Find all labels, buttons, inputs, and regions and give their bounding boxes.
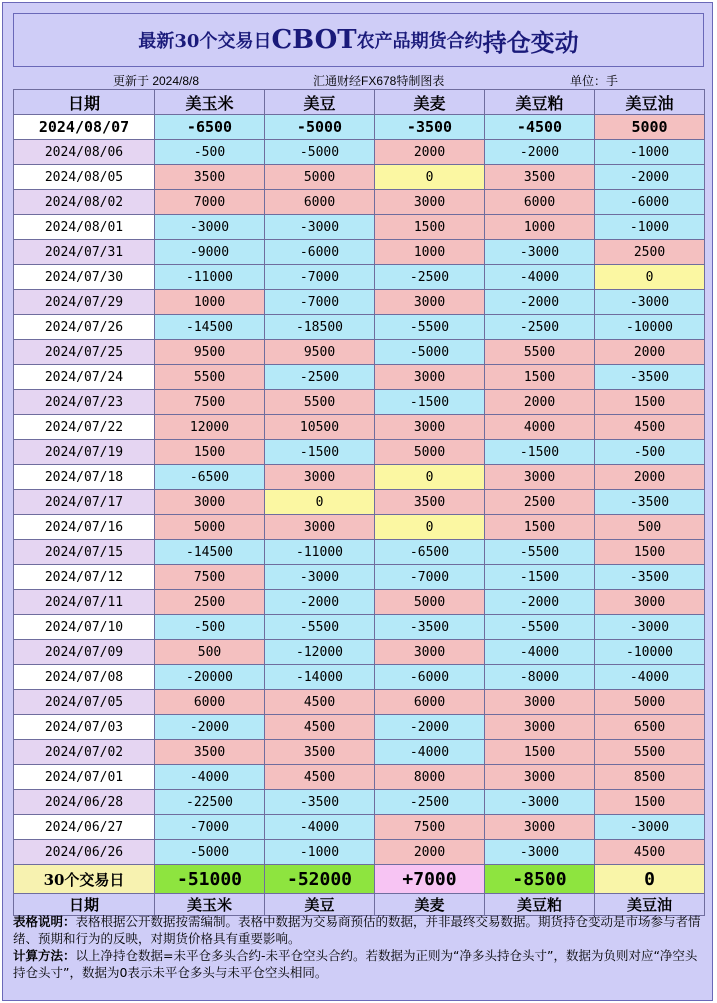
value-cell-soymeal: -5500 <box>485 540 595 565</box>
value-cell-corn: -20000 <box>155 665 265 690</box>
title-prefix: 最新30个交易日 <box>138 31 272 52</box>
date-cell: 2024/07/01 <box>14 765 155 790</box>
value-cell-soybean: 10500 <box>265 415 375 440</box>
value-cell-wheat: 2000 <box>375 840 485 865</box>
value-cell-soyoil: 4500 <box>595 840 705 865</box>
calculation-text: 以上净持仓数据=未平仓多头合约-未平仓空头合约。若数据为正则为“净多头持仓头寸”，数据为负则对应“净空头持仓头寸”，数据为0表示未平仓多头与未平仓空头相同。 <box>13 948 698 980</box>
header-soybean: 美豆 <box>265 90 375 115</box>
value-cell-soybean: -1000 <box>265 840 375 865</box>
value-cell-wheat: -5500 <box>375 315 485 340</box>
value-cell-soymeal: -8000 <box>485 665 595 690</box>
value-cell-soybean: 4500 <box>265 690 375 715</box>
table-description <box>13 913 704 947</box>
table-row <box>14 715 705 740</box>
value-cell-soymeal: -2000 <box>485 590 595 615</box>
value-cell-soyoil: 6500 <box>595 715 705 740</box>
table-row <box>14 490 705 515</box>
value-cell-soymeal: 3000 <box>485 715 595 740</box>
value-cell-wheat: 3000 <box>375 190 485 215</box>
value-cell-wheat: 3000 <box>375 365 485 390</box>
value-cell-soyoil: 2500 <box>595 240 705 265</box>
value-cell-soymeal: 1500 <box>485 740 595 765</box>
value-cell-corn: -500 <box>155 140 265 165</box>
value-cell-soybean: 3500 <box>265 740 375 765</box>
value-cell-soymeal: 3500 <box>485 165 595 190</box>
total-cell-soyoil: 0 <box>595 865 705 894</box>
total-cell-corn: -51000 <box>155 865 265 894</box>
value-cell-soymeal: -4000 <box>485 640 595 665</box>
value-cell-soymeal: 3000 <box>485 465 595 490</box>
table-row <box>14 215 705 240</box>
value-cell-soymeal: -2500 <box>485 315 595 340</box>
total-row <box>14 865 705 894</box>
value-cell-soymeal: -2000 <box>485 140 595 165</box>
value-cell-wheat: 2000 <box>375 140 485 165</box>
value-cell-soybean: -7000 <box>265 290 375 315</box>
date-cell: 2024/07/10 <box>14 615 155 640</box>
value-cell-soyoil: 1500 <box>595 790 705 815</box>
value-cell-soyoil: -3500 <box>595 565 705 590</box>
value-cell-soyoil: -10000 <box>595 640 705 665</box>
date-cell: 2024/07/23 <box>14 390 155 415</box>
value-cell-soymeal: 3000 <box>485 765 595 790</box>
footer-soyoil: 美豆油 <box>595 894 705 916</box>
value-cell-soyoil: -1000 <box>595 140 705 165</box>
value-cell-soyoil: 1500 <box>595 540 705 565</box>
table-row <box>14 415 705 440</box>
value-cell-wheat: 1000 <box>375 240 485 265</box>
description-text: 表格根据公开数据按需编制。表格中数据为交易商预估的数据，并非最终交易数据。期货持仓变动是市场参与者情绪、预期和行为的反映，对期货价格具有重要影响。 <box>13 914 701 946</box>
chart-frame <box>2 2 713 1001</box>
table-row-latest <box>14 115 705 140</box>
value-cell-soyoil: 5000 <box>595 690 705 715</box>
table-row <box>14 840 705 865</box>
meta-bar <box>13 69 704 89</box>
value-cell-soyoil: -500 <box>595 440 705 465</box>
value-cell-wheat: -3500 <box>375 615 485 640</box>
footer-date: 日期 <box>14 894 155 916</box>
table-row <box>14 190 705 215</box>
value-cell-soyoil: 2000 <box>595 465 705 490</box>
table-row <box>14 515 705 540</box>
date-cell: 2024/06/28 <box>14 790 155 815</box>
date-cell: 2024/07/05 <box>14 690 155 715</box>
value-cell-soymeal: -1500 <box>485 565 595 590</box>
value-cell-wheat: -2500 <box>375 790 485 815</box>
notes <box>13 913 704 981</box>
value-cell-soyoil: 0 <box>595 265 705 290</box>
description-label: 表格说明： <box>13 914 76 929</box>
value-cell-soymeal: -5500 <box>485 615 595 640</box>
table-row <box>14 165 705 190</box>
value-cell-corn: 6000 <box>155 690 265 715</box>
value-cell-soybean: -2500 <box>265 365 375 390</box>
value-cell-corn: -6500 <box>155 465 265 490</box>
value-cell-wheat: 0 <box>375 465 485 490</box>
value-cell-wheat: -6000 <box>375 665 485 690</box>
date-cell: 2024/07/15 <box>14 540 155 565</box>
value-cell-soymeal: 1000 <box>485 215 595 240</box>
value-cell-corn: -7000 <box>155 815 265 840</box>
value-cell-wheat: 8000 <box>375 765 485 790</box>
date-cell: 2024/07/12 <box>14 565 155 590</box>
value-cell-soymeal: 1500 <box>485 365 595 390</box>
total-cell-soybean: -52000 <box>265 865 375 894</box>
updated-date: 更新于 2024/8/8 <box>113 74 200 88</box>
value-cell-soybean: -3000 <box>265 565 375 590</box>
value-cell-soybean: -5000 <box>265 115 375 140</box>
value-cell-corn: 5500 <box>155 365 265 390</box>
value-cell-wheat: 3000 <box>375 290 485 315</box>
header-date: 日期 <box>14 90 155 115</box>
source-label: 汇通财经FX678特制图表 <box>313 74 445 88</box>
footer-soybean: 美豆 <box>265 894 375 916</box>
table-row <box>14 290 705 315</box>
title-suffix: 农产品期货合约 <box>356 31 483 52</box>
value-cell-soymeal: 2000 <box>485 390 595 415</box>
value-cell-corn: 3000 <box>155 490 265 515</box>
table-row <box>14 640 705 665</box>
footer-wheat: 美麦 <box>375 894 485 916</box>
value-cell-soyoil: -6000 <box>595 190 705 215</box>
table-row <box>14 540 705 565</box>
value-cell-corn: -3000 <box>155 215 265 240</box>
date-cell: 2024/08/02 <box>14 190 155 215</box>
date-cell: 2024/08/05 <box>14 165 155 190</box>
table-row <box>14 740 705 765</box>
value-cell-wheat: 1500 <box>375 215 485 240</box>
value-cell-soybean: 3000 <box>265 515 375 540</box>
value-cell-soymeal: -4500 <box>485 115 595 140</box>
footer-corn: 美玉米 <box>155 894 265 916</box>
value-cell-soyoil: 5000 <box>595 115 705 140</box>
value-cell-soymeal: 2500 <box>485 490 595 515</box>
header-corn: 美玉米 <box>155 90 265 115</box>
value-cell-soyoil: -3500 <box>595 490 705 515</box>
value-cell-soybean: -1500 <box>265 440 375 465</box>
value-cell-corn: -6500 <box>155 115 265 140</box>
date-cell: 2024/06/26 <box>14 840 155 865</box>
value-cell-soybean: -3000 <box>265 215 375 240</box>
date-cell: 2024/07/17 <box>14 490 155 515</box>
date-cell: 2024/07/02 <box>14 740 155 765</box>
table-row <box>14 315 705 340</box>
value-cell-wheat: -2000 <box>375 715 485 740</box>
value-cell-wheat: -6500 <box>375 540 485 565</box>
table-row <box>14 390 705 415</box>
value-cell-corn: -4000 <box>155 765 265 790</box>
value-cell-wheat: 0 <box>375 515 485 540</box>
value-cell-soymeal: 3000 <box>485 690 595 715</box>
date-cell: 2024/07/30 <box>14 265 155 290</box>
value-cell-wheat: -2500 <box>375 265 485 290</box>
value-cell-wheat: -1500 <box>375 390 485 415</box>
value-cell-soyoil: -3000 <box>595 615 705 640</box>
date-cell: 2024/07/29 <box>14 290 155 315</box>
date-cell: 2024/06/27 <box>14 815 155 840</box>
table-row <box>14 765 705 790</box>
value-cell-soybean: -4000 <box>265 815 375 840</box>
value-cell-corn: 12000 <box>155 415 265 440</box>
footer-soymeal: 美豆粕 <box>485 894 595 916</box>
value-cell-corn: -2000 <box>155 715 265 740</box>
value-cell-corn: -14500 <box>155 315 265 340</box>
date-cell: 2024/07/26 <box>14 315 155 340</box>
calculation-method <box>13 947 704 981</box>
positions-table <box>13 89 705 916</box>
value-cell-wheat: 5000 <box>375 440 485 465</box>
table-row <box>14 140 705 165</box>
value-cell-wheat: 0 <box>375 165 485 190</box>
value-cell-wheat: 3000 <box>375 640 485 665</box>
value-cell-soybean: 4500 <box>265 765 375 790</box>
table-row <box>14 790 705 815</box>
value-cell-soymeal: 6000 <box>485 190 595 215</box>
date-cell: 2024/07/24 <box>14 365 155 390</box>
page-title <box>13 13 704 67</box>
value-cell-corn: 2500 <box>155 590 265 615</box>
table-row <box>14 615 705 640</box>
value-cell-soymeal: -3000 <box>485 240 595 265</box>
table-row <box>14 465 705 490</box>
value-cell-corn: -500 <box>155 615 265 640</box>
value-cell-wheat: -3500 <box>375 115 485 140</box>
calculation-label: 计算方法： <box>13 948 76 963</box>
date-cell: 2024/08/01 <box>14 215 155 240</box>
value-cell-soybean: 9500 <box>265 340 375 365</box>
title-main: CBOT <box>271 25 357 55</box>
value-cell-soyoil: 2000 <box>595 340 705 365</box>
value-cell-soybean: -14000 <box>265 665 375 690</box>
value-cell-wheat: -7000 <box>375 565 485 590</box>
value-cell-soybean: -18500 <box>265 315 375 340</box>
header-row <box>14 90 705 115</box>
date-cell: 2024/07/16 <box>14 515 155 540</box>
value-cell-soybean: -6000 <box>265 240 375 265</box>
value-cell-corn: 7500 <box>155 390 265 415</box>
value-cell-soyoil: -10000 <box>595 315 705 340</box>
value-cell-soyoil: 4500 <box>595 415 705 440</box>
table-row <box>14 665 705 690</box>
value-cell-soybean: -2000 <box>265 590 375 615</box>
total-label: 30个交易日 <box>14 865 155 894</box>
value-cell-corn: -14500 <box>155 540 265 565</box>
value-cell-soymeal: 5500 <box>485 340 595 365</box>
value-cell-soybean: 5500 <box>265 390 375 415</box>
value-cell-soyoil: -1000 <box>595 215 705 240</box>
value-cell-corn: 7500 <box>155 565 265 590</box>
table-row <box>14 690 705 715</box>
value-cell-soybean: 6000 <box>265 190 375 215</box>
header-wheat: 美麦 <box>375 90 485 115</box>
value-cell-corn: 9500 <box>155 340 265 365</box>
value-cell-soybean: -11000 <box>265 540 375 565</box>
date-cell: 2024/07/11 <box>14 590 155 615</box>
value-cell-soyoil: -3000 <box>595 815 705 840</box>
date-cell: 2024/08/06 <box>14 140 155 165</box>
value-cell-corn: 500 <box>155 640 265 665</box>
value-cell-soymeal: 4000 <box>485 415 595 440</box>
table-row <box>14 240 705 265</box>
total-cell-wheat: +7000 <box>375 865 485 894</box>
value-cell-corn: 7000 <box>155 190 265 215</box>
value-cell-corn: 3500 <box>155 740 265 765</box>
value-cell-soybean: -12000 <box>265 640 375 665</box>
value-cell-soyoil: 3000 <box>595 590 705 615</box>
value-cell-soyoil: -3500 <box>595 365 705 390</box>
table-row <box>14 340 705 365</box>
total-cell-soymeal: -8500 <box>485 865 595 894</box>
table-row <box>14 565 705 590</box>
value-cell-corn: -11000 <box>155 265 265 290</box>
date-cell: 2024/07/08 <box>14 665 155 690</box>
value-cell-wheat: 5000 <box>375 590 485 615</box>
value-cell-corn: 5000 <box>155 515 265 540</box>
value-cell-corn: 3500 <box>155 165 265 190</box>
table-row <box>14 590 705 615</box>
value-cell-soyoil: 1500 <box>595 390 705 415</box>
value-cell-corn: -5000 <box>155 840 265 865</box>
value-cell-wheat: 6000 <box>375 690 485 715</box>
date-cell: 2024/07/09 <box>14 640 155 665</box>
date-cell: 2024/07/19 <box>14 440 155 465</box>
table-row <box>14 365 705 390</box>
table-row <box>14 815 705 840</box>
date-cell: 2024/07/18 <box>14 465 155 490</box>
value-cell-soybean: -3500 <box>265 790 375 815</box>
value-cell-soymeal: -3000 <box>485 840 595 865</box>
date-cell: 2024/08/07 <box>14 115 155 140</box>
value-cell-soybean: -5500 <box>265 615 375 640</box>
value-cell-corn: -9000 <box>155 240 265 265</box>
value-cell-corn: -22500 <box>155 790 265 815</box>
value-cell-wheat: -4000 <box>375 740 485 765</box>
unit-label: 单位：手 <box>570 74 619 88</box>
value-cell-wheat: 3000 <box>375 415 485 440</box>
value-cell-wheat: 3500 <box>375 490 485 515</box>
value-cell-soybean: 5000 <box>265 165 375 190</box>
header-soyoil: 美豆油 <box>595 90 705 115</box>
date-cell: 2024/07/03 <box>14 715 155 740</box>
value-cell-soyoil: 500 <box>595 515 705 540</box>
value-cell-soyoil: -4000 <box>595 665 705 690</box>
value-cell-soybean: 3000 <box>265 465 375 490</box>
value-cell-wheat: -5000 <box>375 340 485 365</box>
value-cell-soyoil: 8500 <box>595 765 705 790</box>
value-cell-soyoil: -2000 <box>595 165 705 190</box>
value-cell-soymeal: 1500 <box>485 515 595 540</box>
value-cell-soymeal: -4000 <box>485 265 595 290</box>
value-cell-soybean: -7000 <box>265 265 375 290</box>
date-cell: 2024/07/25 <box>14 340 155 365</box>
title-end: 持仓变动 <box>482 27 579 57</box>
date-cell: 2024/07/31 <box>14 240 155 265</box>
value-cell-soyoil: 5500 <box>595 740 705 765</box>
value-cell-soybean: -5000 <box>265 140 375 165</box>
value-cell-wheat: 7500 <box>375 815 485 840</box>
value-cell-soymeal: 3000 <box>485 815 595 840</box>
table-row <box>14 440 705 465</box>
value-cell-corn: 1000 <box>155 290 265 315</box>
value-cell-soyoil: -3000 <box>595 290 705 315</box>
table-row <box>14 265 705 290</box>
header-soymeal: 美豆粕 <box>485 90 595 115</box>
value-cell-soymeal: -2000 <box>485 290 595 315</box>
value-cell-soybean: 0 <box>265 490 375 515</box>
value-cell-soymeal: -3000 <box>485 790 595 815</box>
value-cell-soymeal: -1500 <box>485 440 595 465</box>
date-cell: 2024/07/22 <box>14 415 155 440</box>
value-cell-soybean: 4500 <box>265 715 375 740</box>
value-cell-corn: 1500 <box>155 440 265 465</box>
